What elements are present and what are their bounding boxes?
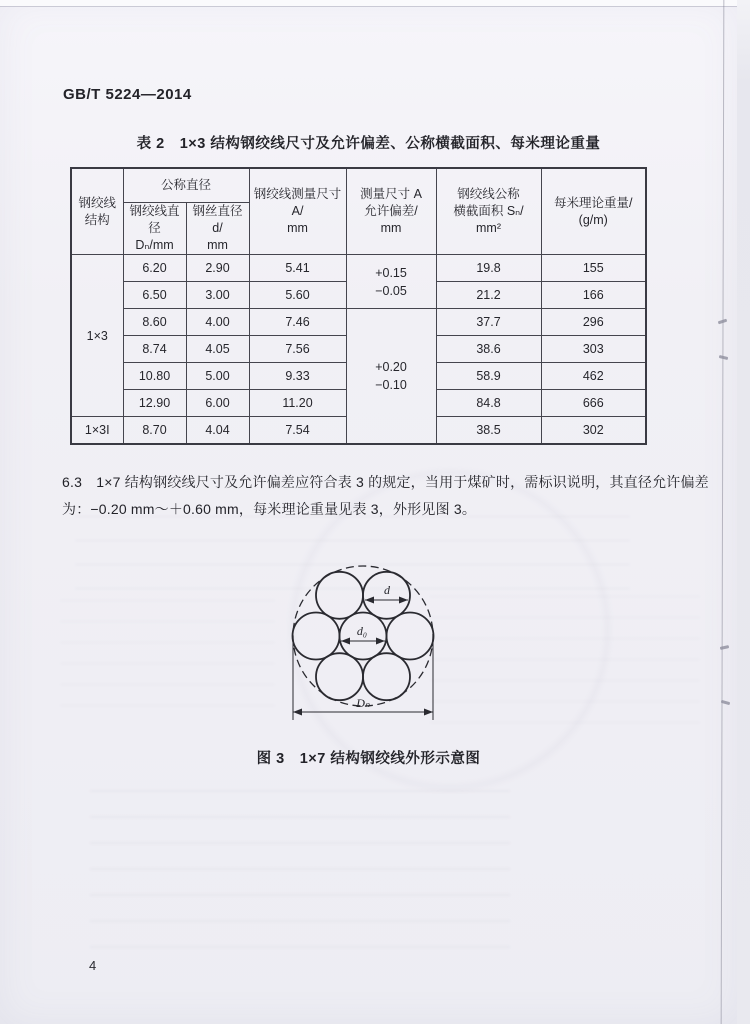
cell-measured-a: 5.41 bbox=[249, 255, 346, 282]
cell-strand-d: 12.90 bbox=[123, 390, 186, 417]
header-strand-structure: 钢绞线结构 bbox=[71, 168, 123, 255]
cell-measured-a: 5.60 bbox=[249, 282, 346, 309]
cell-cross-section: 19.8 bbox=[436, 255, 541, 282]
wire-circle bbox=[316, 653, 363, 700]
cell-measured-a: 7.54 bbox=[249, 417, 346, 445]
cell-cross-section: 58.9 bbox=[436, 363, 541, 390]
cell-mass: 302 bbox=[541, 417, 646, 445]
cell-wire-d: 4.04 bbox=[186, 417, 249, 445]
label-outer-wire-diameter: d bbox=[384, 583, 390, 597]
wire-circle bbox=[316, 572, 363, 619]
section-6-3-paragraph bbox=[62, 469, 722, 523]
scan-right-margin bbox=[737, 0, 750, 1024]
bleedthrough-rows bbox=[90, 790, 510, 950]
header-measured-size: 钢绞线测量尺寸 A/ mm bbox=[249, 168, 346, 255]
label-strand-diameter: Dₙ bbox=[356, 696, 370, 710]
figure3-caption: 图 3 1×7 结构钢绞线外形示意图 bbox=[256, 751, 481, 767]
cell-measured-a: 9.33 bbox=[249, 363, 346, 390]
tolerance-cell: +0.15 −0.05 bbox=[346, 255, 436, 309]
cell-cross-section: 37.7 bbox=[436, 309, 541, 336]
header-strand-diameter: 钢绞线直径 Dₙ/mm bbox=[123, 203, 186, 255]
table2 bbox=[70, 167, 647, 445]
cell-strand-d: 8.74 bbox=[123, 336, 186, 363]
cell-mass: 462 bbox=[541, 363, 646, 390]
table2-title: 表 2 1×3 结构钢绞线尺寸及允许偏差、公称横截面积、每米理论重量 bbox=[136, 136, 601, 152]
cell-wire-d: 3.00 bbox=[186, 282, 249, 309]
cell-cross-section: 84.8 bbox=[436, 390, 541, 417]
bleedthrough-rows bbox=[60, 600, 275, 720]
wire-circle bbox=[293, 613, 340, 660]
page-number: 4 bbox=[89, 958, 97, 973]
cell-strand-d: 6.50 bbox=[123, 282, 186, 309]
cell-wire-d: 6.00 bbox=[186, 390, 249, 417]
header-cross-section: 钢绞线公称 横截面积 Sₙ/ mm² bbox=[436, 168, 541, 255]
cell-cross-section: 21.2 bbox=[436, 282, 541, 309]
cell-mass: 666 bbox=[541, 390, 646, 417]
header-wire-diameter: 钢丝直径 d/ mm bbox=[186, 203, 249, 255]
table-row bbox=[71, 309, 646, 336]
paragraph-line: 为：−0.20 mm～＋0.60 mm，每米理论重量见表 3，外形见图 3。 bbox=[62, 501, 477, 517]
cell-mass: 296 bbox=[541, 309, 646, 336]
cell-wire-d: 4.05 bbox=[186, 336, 249, 363]
cell-wire-d: 2.90 bbox=[186, 255, 249, 282]
cell-strand-d: 8.70 bbox=[123, 417, 186, 445]
wire-circle bbox=[387, 613, 434, 660]
cell-measured-a: 11.20 bbox=[249, 390, 346, 417]
cell-measured-a: 7.46 bbox=[249, 309, 346, 336]
cell-mass: 303 bbox=[541, 336, 646, 363]
cell-mass: 166 bbox=[541, 282, 646, 309]
label-center-wire-diameter: d₀ bbox=[356, 624, 368, 638]
table-row bbox=[71, 255, 646, 282]
header-tolerance: 测量尺寸 A 允许偏差/ mm bbox=[346, 168, 436, 255]
cell-measured-a: 7.56 bbox=[249, 336, 346, 363]
structure-1x3-cell: 1×3 bbox=[71, 255, 123, 417]
header-nominal-diameter: 公称直径 bbox=[123, 168, 249, 203]
figure-1x7-strand-diagram bbox=[268, 556, 458, 736]
cell-cross-section: 38.6 bbox=[436, 336, 541, 363]
tolerance-cell: +0.20 −0.10 bbox=[346, 309, 436, 445]
wire-circle bbox=[363, 653, 410, 700]
cell-strand-d: 10.80 bbox=[123, 363, 186, 390]
standard-code: GB/T 5224—2014 bbox=[63, 86, 192, 103]
structure-1x3I-cell: 1×3I bbox=[71, 417, 123, 445]
header-mass-per-meter: 每米理论重量/ (g/m) bbox=[541, 168, 646, 255]
cell-wire-d: 5.00 bbox=[186, 363, 249, 390]
cell-wire-d: 4.00 bbox=[186, 309, 249, 336]
cell-strand-d: 8.60 bbox=[123, 309, 186, 336]
paragraph-line: 6.3 1×7 结构钢绞线尺寸及允许偏差应符合表 3 的规定，当用于煤矿时，需标识说明，其直径允许偏差 bbox=[62, 474, 709, 490]
cell-strand-d: 6.20 bbox=[123, 255, 186, 282]
page-top-edge-line bbox=[0, 6, 737, 7]
cell-cross-section: 38.5 bbox=[436, 417, 541, 445]
bleedthrough-rows bbox=[430, 596, 700, 726]
cell-mass: 155 bbox=[541, 255, 646, 282]
